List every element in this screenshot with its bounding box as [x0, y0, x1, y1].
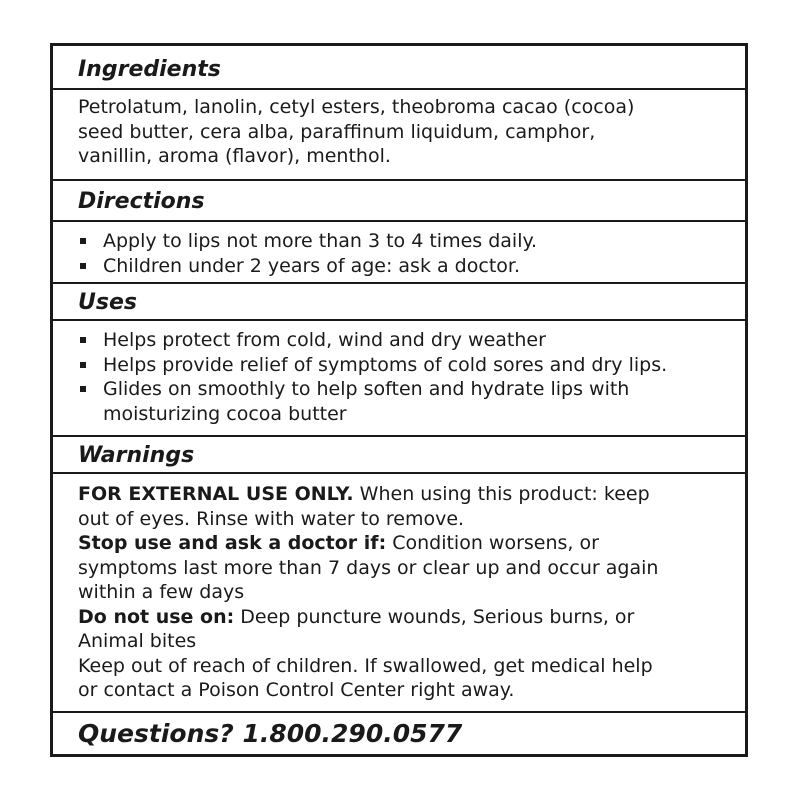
- warnings-line: within a few days: [78, 581, 245, 603]
- divider: [53, 472, 745, 474]
- warnings-line: Animal bites: [78, 630, 197, 652]
- warnings-text: [78, 482, 733, 703]
- questions-phone: Questions? 1.800.290.0577: [78, 719, 463, 748]
- list-item: Children under 2 years of age: ask a doctor.: [78, 254, 735, 279]
- list-item: Glides on smoothly to help soften and hydrate lips with moisturizing cocoa butter: [78, 377, 735, 426]
- divider: [53, 711, 745, 713]
- uses-list: [78, 328, 735, 426]
- ingredients-line: Petrolatum, lanolin, cetyl esters, theobroma cacao (cocoa): [78, 96, 635, 118]
- warnings-line: Keep out of reach of children. If swallowed, get medical help: [78, 654, 653, 677]
- list-item: Helps protect from cold, wind and dry weather: [78, 328, 735, 353]
- warnings-line: or contact a Poison Control Center right away.: [78, 679, 515, 701]
- divider: [53, 179, 745, 181]
- list-item: Helps provide relief of symptoms of cold sores and dry lips.: [78, 353, 735, 378]
- divider: [53, 435, 745, 437]
- bullet-icon: [80, 263, 86, 269]
- warnings-line: symptoms last more than 7 days or clear up and occur again: [78, 556, 659, 579]
- ingredients-heading: Ingredients: [78, 57, 221, 82]
- bullet-icon: [80, 337, 86, 343]
- divider: [53, 319, 745, 321]
- warnings-line: FOR EXTERNAL USE ONLY. When using this product: keep: [78, 483, 650, 505]
- warnings-heading: Warnings: [78, 443, 195, 468]
- bullet-icon: [80, 362, 86, 368]
- ingredients-line: vanillin, aroma (flavor), menthol.: [78, 145, 391, 167]
- directions-list: [78, 229, 735, 278]
- warnings-line: Stop use and ask a doctor if: Condition worsens, or: [78, 532, 599, 554]
- list-item-continuation: moisturizing cocoa butter: [103, 402, 347, 425]
- divider: [53, 282, 745, 284]
- uses-heading: Uses: [78, 290, 137, 315]
- ingredients-line: seed butter, cera alba, paraffinum liquidum, camphor,: [78, 120, 596, 143]
- drug-facts-panel: [50, 43, 748, 757]
- divider: [53, 88, 745, 90]
- directions-heading: Directions: [78, 189, 205, 214]
- warnings-line: Do not use on: Deep puncture wounds, Serious burns, or: [78, 605, 635, 628]
- bullet-icon: [80, 386, 86, 392]
- divider: [53, 220, 745, 222]
- warnings-line: out of eyes. Rinse with water to remove.: [78, 507, 465, 530]
- bullet-icon: [80, 238, 86, 244]
- list-item: Apply to lips not more than 3 to 4 times daily.: [78, 229, 735, 254]
- ingredients-text: [78, 95, 733, 169]
